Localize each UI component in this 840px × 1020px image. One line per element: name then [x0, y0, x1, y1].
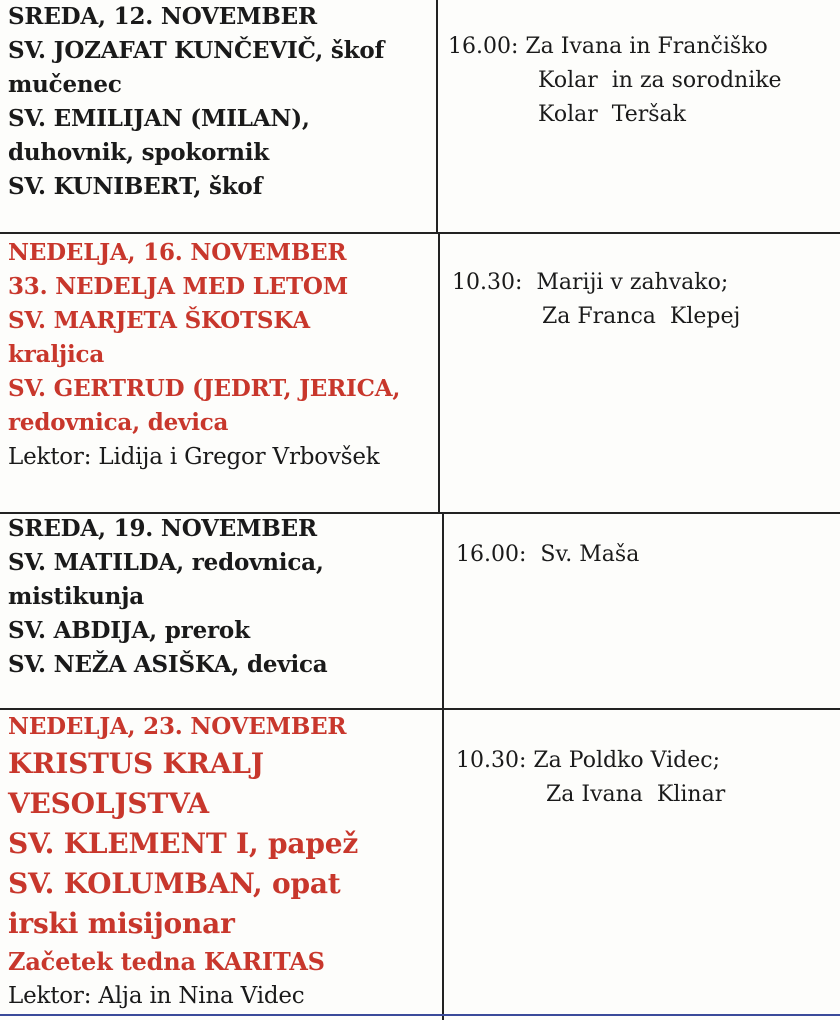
column-divider [436, 0, 438, 234]
saint-line: SV. MARJETA ŠKOTSKA [8, 307, 310, 334]
saint-line: mistikunja [8, 583, 144, 610]
saint-line: 33. NEDELJA MED LETOM [8, 273, 349, 300]
column-divider [442, 710, 444, 1020]
row-divider [0, 232, 840, 234]
mass-cell [448, 30, 782, 132]
lector-line: Lektor: Alja in Nina Videc [8, 983, 305, 1009]
saint-line: SV. NEŽA ASIŠKA, devica [8, 651, 328, 678]
mass-line: 10.30: Za Poldko Videc; [456, 748, 720, 773]
day-heading: NEDELJA, 16. NOVEMBER [8, 239, 347, 266]
saint-line: SV. MATILDA, redovnica, [8, 549, 324, 576]
feast-line: VESOLJSTVA [8, 787, 209, 820]
saint-line: SV. EMILIJAN (MILAN), [8, 105, 310, 132]
mass-cell [456, 744, 725, 812]
day-heading: SREDA, 19. NOVEMBER [8, 515, 317, 542]
mass-line: 16.00: Sv. Maša [456, 542, 640, 567]
column-divider [438, 234, 440, 514]
mass-line: 10.30: Mariji v zahvako; [452, 270, 729, 295]
mass-line: 16.00: Za Ivana in Frančiško [448, 34, 768, 59]
saint-line: kraljica [8, 341, 105, 368]
row-divider [0, 512, 840, 514]
day-cell [8, 710, 428, 1013]
mass-line: Kolar Teršak [538, 102, 686, 127]
saint-line: mučenec [8, 71, 122, 98]
saint-line: duhovnik, spokornik [8, 139, 270, 166]
mass-cell [452, 266, 740, 334]
table-row [0, 234, 840, 512]
mass-line: Za Ivana Klinar [546, 782, 726, 807]
mass-line: Za Franca Klepej [542, 304, 741, 329]
saint-line: SV. GERTRUD (JEDRT, JERICA, [8, 375, 401, 402]
lector-line: Lektor: Lidija i Gregor Vrbovšek [8, 444, 380, 470]
day-cell [8, 236, 428, 474]
row-divider [0, 1014, 840, 1016]
table-row [0, 514, 840, 708]
day-cell [8, 0, 428, 204]
feast-line: KRISTUS KRALJ [8, 747, 264, 780]
saint-line: SV. ABDIJA, prerok [8, 617, 250, 644]
saint-line: SV. KOLUMBAN, opat [8, 867, 341, 900]
saint-line: SV. JOZAFAT KUNČEVIČ, škof [8, 37, 385, 64]
table-row [0, 0, 840, 232]
karitas-line: Začetek tedna KARITAS [8, 947, 325, 976]
table-row [0, 710, 840, 1020]
saint-line: irski misijonar [8, 907, 235, 940]
row-divider [0, 708, 840, 710]
column-divider [442, 514, 444, 710]
mass-line: Kolar in za sorodnike [538, 68, 782, 93]
day-cell [8, 512, 428, 682]
saint-line: SV. KLEMENT I, papež [8, 827, 359, 860]
day-heading: NEDELJA, 23. NOVEMBER [8, 713, 347, 740]
day-heading: SREDA, 12. NOVEMBER [8, 3, 317, 30]
saint-line: SV. KUNIBERT, škof [8, 173, 263, 200]
saint-line: redovnica, devica [8, 409, 229, 436]
mass-cell [456, 538, 639, 572]
